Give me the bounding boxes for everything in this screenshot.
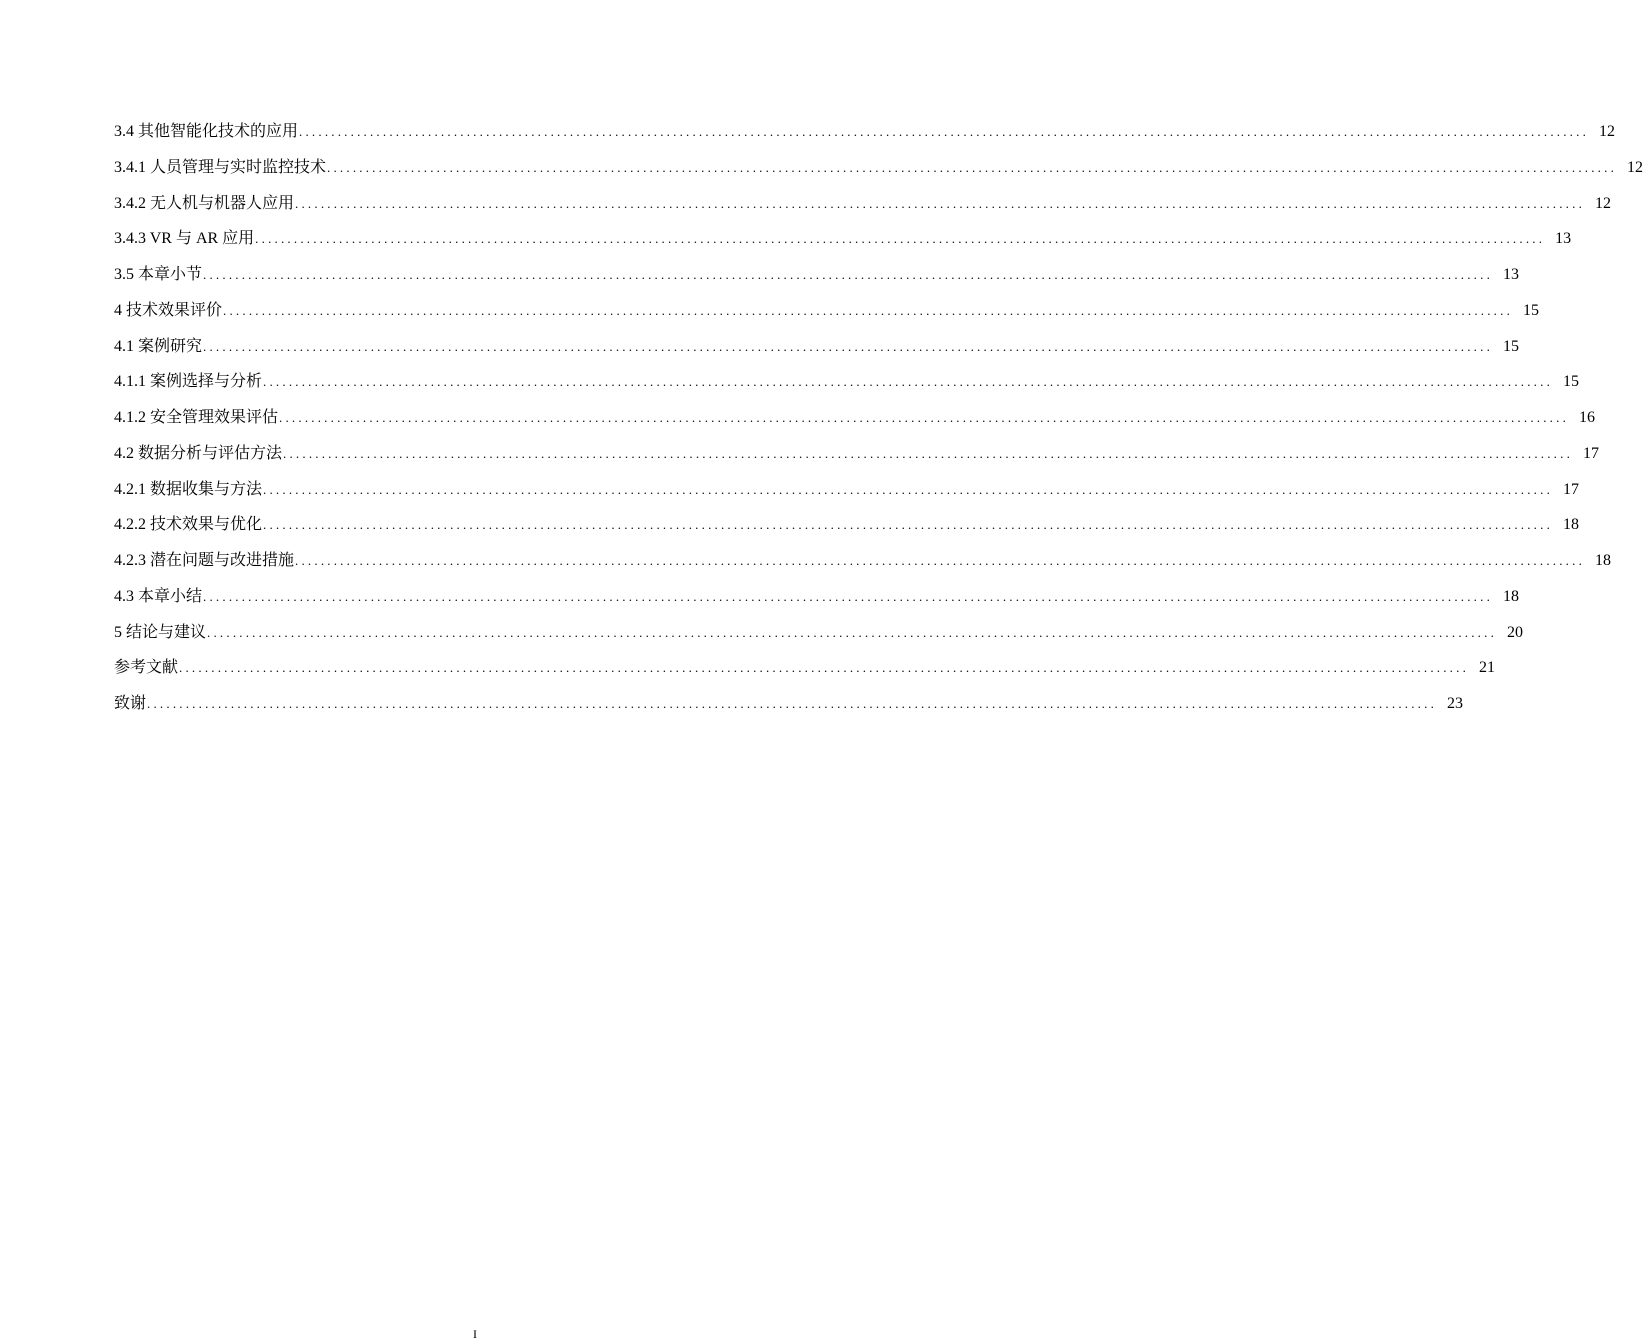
toc-entry[interactable]	[114, 650, 1496, 686]
toc-entry-page: 18	[1503, 587, 1520, 605]
toc-entry[interactable]	[114, 507, 1580, 543]
toc-entry-title: 3.4.3 VR 与 AR 应用	[114, 230, 255, 248]
toc-entry-title: 3.4 其他智能化技术的应用	[114, 123, 299, 140]
toc-entry-page: 12	[1595, 194, 1612, 212]
toc-entry-page: 21	[1479, 659, 1496, 677]
toc-leader-dots: ........................................................................................................................................................................................................	[263, 517, 1554, 533]
toc-leader-dots: ........................................................................................................................................................................................................	[203, 588, 1494, 604]
toc-entry[interactable]	[114, 150, 1643, 186]
toc-entry-title: 4.2.2 技术效果与优化	[114, 516, 263, 534]
toc-entry[interactable]	[114, 364, 1580, 400]
toc-entry-title: 4.2 数据分析与评估方法	[114, 444, 283, 462]
toc-leader-dots: ........................................................................................................................................................................................................	[263, 481, 1554, 497]
toc-leader-dots: ........................................................................................................................................................................................................	[295, 553, 1586, 568]
toc-entry-page: 17	[1583, 444, 1600, 462]
toc-leader-dots: ........................................................................................................................................................................................................	[299, 124, 1590, 139]
toc-entry-title: 4.1 案例研究	[114, 337, 203, 355]
toc-entry-title: 4.1.1 案例选择与分析	[114, 373, 263, 391]
toc-leader-dots: ........................................................................................................................................................................................................	[327, 159, 1618, 175]
toc-entry-page: 13	[1503, 266, 1520, 283]
toc-entry-title: 致谢	[114, 695, 147, 712]
toc-entry[interactable]	[114, 221, 1572, 257]
toc-entry-title: 3.4.1 人员管理与实时监控技术	[114, 158, 327, 176]
toc-entry-page: 13	[1555, 230, 1572, 248]
toc-entry[interactable]	[114, 329, 1520, 365]
toc-entry[interactable]	[114, 472, 1580, 508]
toc-entry[interactable]	[114, 543, 1612, 579]
toc-entry-title: 5 结论与建议	[114, 623, 207, 641]
toc-entry[interactable]	[114, 400, 1596, 436]
toc-entry[interactable]	[114, 257, 1520, 293]
toc-entry[interactable]	[114, 579, 1520, 615]
toc-leader-dots: ........................................................................................................................................................................................................	[283, 445, 1574, 461]
toc-entry-title: 4.2.3 潜在问题与改进措施	[114, 552, 295, 569]
toc-entry-page: 17	[1563, 480, 1580, 498]
toc-entry-page: 18	[1595, 552, 1612, 569]
page-number: I	[473, 1327, 477, 1341]
toc-leader-dots: ........................................................................................................................................................................................................	[207, 624, 1498, 640]
toc-leader-dots: ........................................................................................................................................................................................................	[263, 374, 1554, 390]
toc-entry-page: 16	[1579, 409, 1596, 426]
toc-leader-dots: ........................................................................................................................................................................................................	[203, 338, 1494, 354]
toc-entry-page: 18	[1563, 516, 1580, 534]
toc-entry-page: 20	[1507, 623, 1524, 641]
toc-entry-page: 15	[1503, 337, 1520, 355]
toc-entry-page: 12	[1599, 123, 1616, 140]
toc-entry-page: 15	[1563, 373, 1580, 391]
toc-leader-dots: ........................................................................................................................................................................................................	[179, 660, 1470, 676]
toc-entry-title: 参考文献	[114, 659, 179, 677]
toc-entry[interactable]	[114, 615, 1524, 651]
toc-entry[interactable]	[114, 436, 1600, 472]
toc-entry-page: 12	[1627, 158, 1643, 176]
toc-leader-dots: ........................................................................................................................................................................................................	[203, 267, 1494, 282]
toc-leader-dots: ........................................................................................................................................................................................................	[279, 410, 1570, 425]
toc-entry-title: 3.5 本章小节	[114, 266, 203, 283]
toc-entry[interactable]	[114, 114, 1616, 150]
toc-entry-page: 23	[1447, 695, 1464, 712]
toc-leader-dots: ........................................................................................................................................................................................................	[223, 302, 1514, 318]
toc-entry[interactable]	[114, 186, 1612, 222]
toc-entry[interactable]	[114, 686, 1464, 722]
toc-entry[interactable]	[114, 293, 1540, 329]
toc-entry-title: 4.1.2 安全管理效果评估	[114, 409, 279, 426]
toc-leader-dots: ........................................................................................................................................................................................................	[295, 195, 1586, 211]
table-of-contents	[114, 114, 1643, 722]
toc-entry-page: 15	[1523, 301, 1540, 319]
toc-entry-title: 4.3 本章小结	[114, 587, 203, 605]
toc-entry-title: 4.2.1 数据收集与方法	[114, 480, 263, 498]
toc-leader-dots: ........................................................................................................................................................................................................	[147, 696, 1438, 711]
toc-entry-title: 3.4.2 无人机与机器人应用	[114, 194, 295, 212]
toc-entry-title: 4 技术效果评价	[114, 301, 223, 319]
toc-leader-dots: ........................................................................................................................................................................................................	[255, 231, 1546, 247]
